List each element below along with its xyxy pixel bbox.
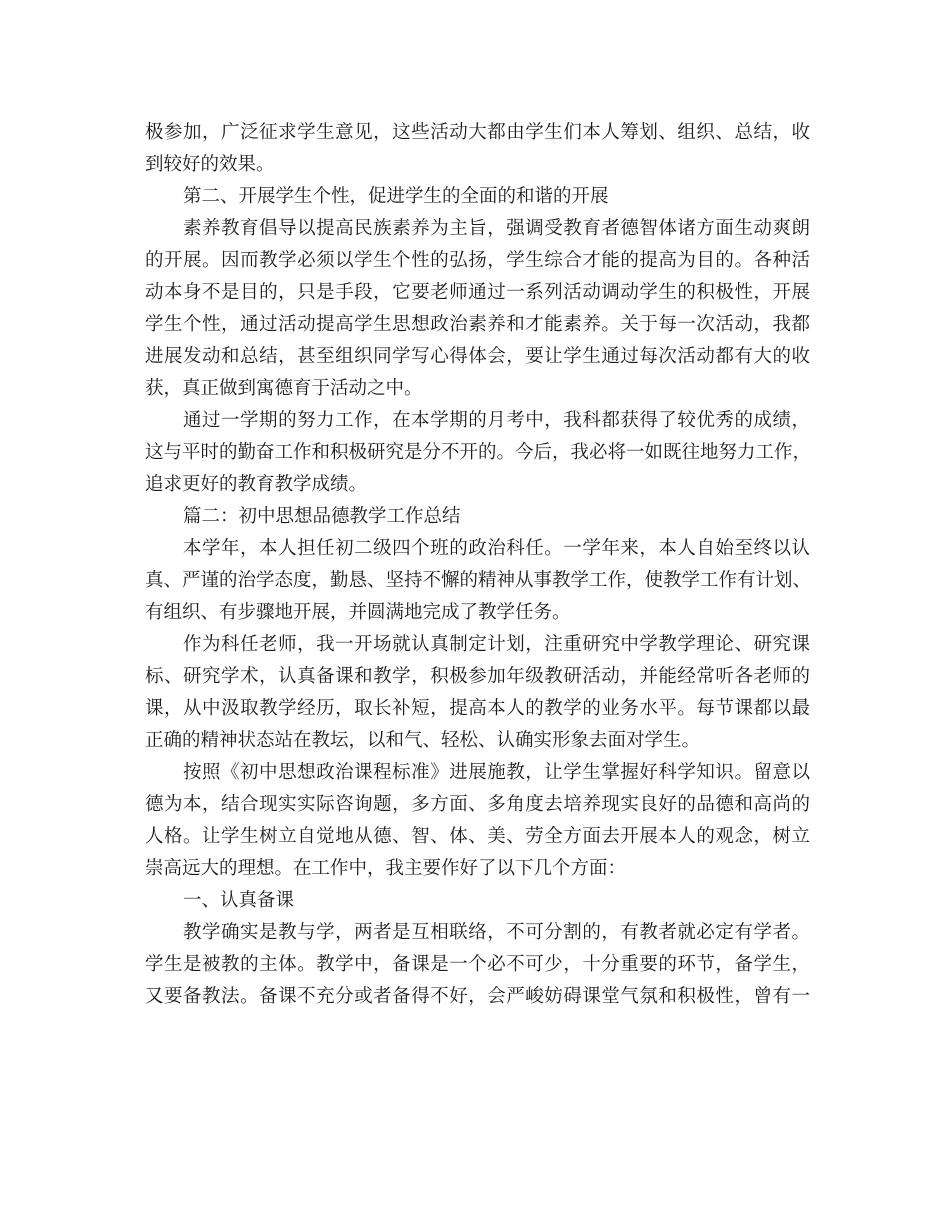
document-body — [145, 117, 810, 1013]
text-line: 追求更好的教育教学成绩。 — [145, 474, 368, 495]
text-line: 学生个性，通过活动提高学生思想政治素养和才能素养。关于每一次活动，我都 — [145, 314, 810, 335]
text-line: 动本身不是目的，只是手段，它要老师通过一系列活动调动学生的积极性，开展 — [145, 282, 810, 303]
text-line: 德为本，结合现实实际咨询题，多方面、多角度去培养现实良好的品德和高尚的 — [145, 794, 810, 815]
section-heading: 第二、开展学生个性，促进学生的全面的和谐的开展 — [183, 186, 609, 207]
text-line: 有组织、有步骤地开展，并圆满地完成了教学任务。 — [145, 602, 571, 623]
text-line: 这与平时的勤奋工作和积极研究是分不开的。今后，我必将一如既往地努力工作， — [145, 442, 812, 463]
text-line: 本学年，本人担任初二级四个班的政治科任。一学年来，本人自始至终以认 — [183, 538, 810, 559]
text-line: 标、研究学术，认真备课和教学，积极参加年级教研活动，并能经常听各老师的 — [145, 666, 810, 687]
text-line: 极参加，广泛征求学生意见，这些活动大都由学生们本人筹划、组织、总结，收 — [145, 122, 810, 143]
text-line: 课，从中汲取教学经历，取长补短，提高本人的教学的业务水平。每节课都以最 — [145, 698, 810, 719]
text-line: 到较好的效果。 — [145, 154, 275, 175]
text-line: 按照《初中思想政治课程标准》进展施教，让学生掌握好科学知识。留意以 — [183, 762, 810, 783]
text-line: 人格。让学生树立自觉地从德、智、体、美、劳全方面去开展本人的观念，树立 — [145, 826, 810, 847]
text-line: 作为科任老师，我一开场就认真制定计划，注重研究中学教学理论、研究课 — [183, 634, 810, 655]
text-line: 通过一学期的努力工作，在本学期的月考中，我科都获得了较优秀的成绩， — [183, 410, 810, 431]
text-line: 又要备教法。备课不充分或者备得不好，会严峻妨碍课堂气氛和积极性，曾有一 — [145, 986, 810, 1007]
section-heading: 一、认真备课 — [183, 890, 295, 911]
text-line: 的开展。因而教学必须以学生个性的弘扬，学生综合才能的提高为目的。各种活 — [145, 250, 810, 271]
text-line: 教学确实是教与学，两者是互相联络，不可分割的，有教者就必定有学者。 — [183, 922, 810, 943]
text-line: 正确的精神状态站在教坛，以和气、轻松、认确实形象去面对学生。 — [145, 730, 701, 751]
text-line: 真、严谨的治学态度，勤恳、坚持不懈的精神从事教学工作，使教学工作有计划、 — [145, 570, 812, 591]
text-line: 崇高远大的理想。在工作中，我主要作好了以下几个方面： — [145, 858, 627, 879]
text-line: 学生是被教的主体。教学中，备课是一个必不可少，十分重要的环节，备学生， — [145, 954, 810, 975]
article-title: 篇二：初中思想品德教学工作总结 — [183, 506, 461, 527]
text-line: 素养教育倡导以提高民族素养为主旨，强调受教育者德智体诸方面生动爽朗 — [183, 218, 810, 239]
text-line: 获，真正做到寓德育于活动之中。 — [145, 378, 423, 399]
text-line: 进展发动和总结，甚至组织同学写心得体会，要让学生通过每次活动都有大的收 — [145, 346, 810, 367]
